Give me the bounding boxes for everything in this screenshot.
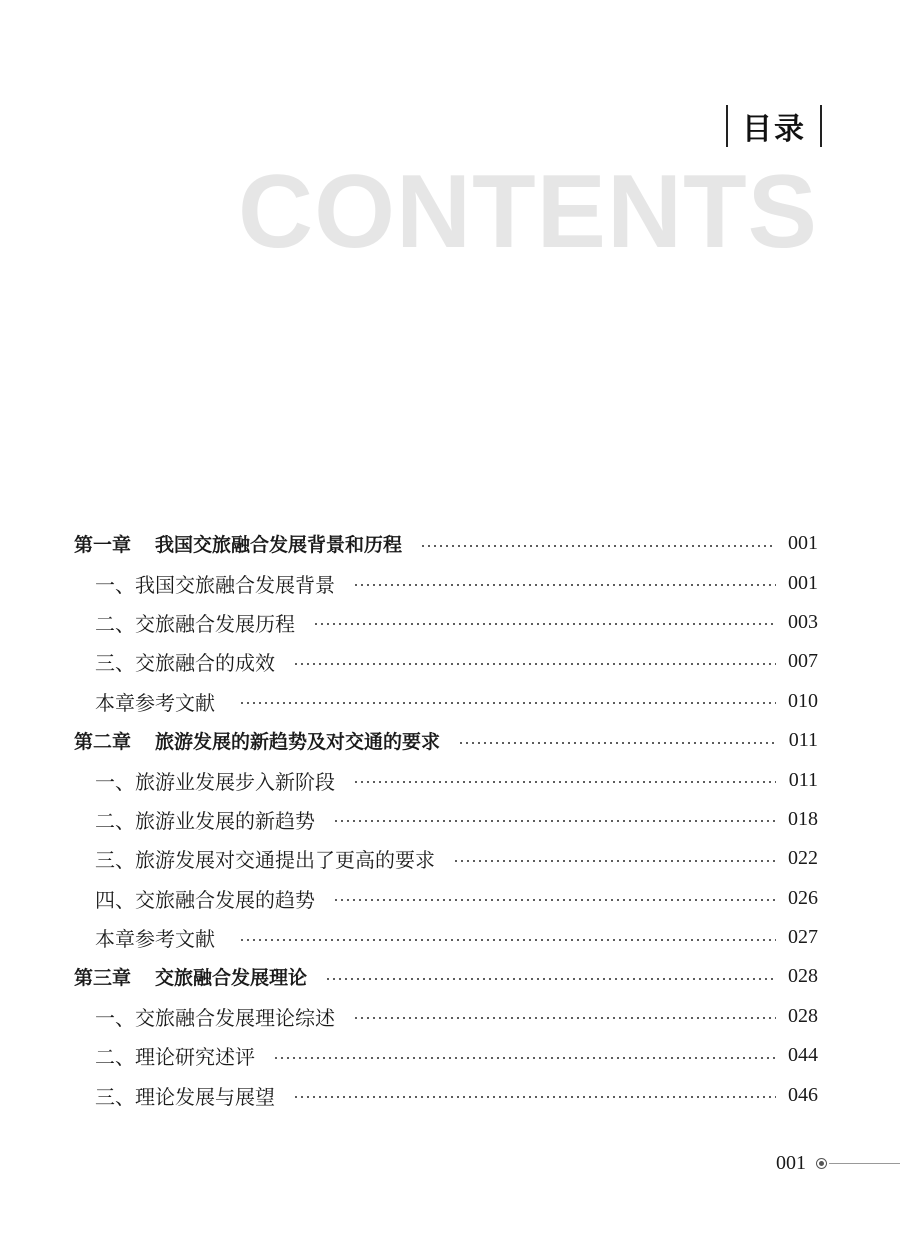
toc-section-row[interactable] [74, 918, 818, 957]
toc-chapter-row[interactable] [74, 721, 818, 760]
page-number: 028 [788, 1004, 818, 1027]
toc-section-row[interactable] [74, 879, 818, 918]
bullet-target-icon [816, 1158, 827, 1169]
page-number: 003 [788, 610, 818, 633]
toc-section-row[interactable] [74, 997, 818, 1036]
dot-leader [458, 742, 776, 744]
page-number: 010 [788, 689, 818, 712]
toc-section-row[interactable] [74, 1075, 818, 1114]
page-number: 011 [788, 768, 818, 791]
page-number: 011 [788, 729, 818, 752]
dot-leader [353, 1017, 776, 1019]
section-title: 三、旅游发展对交通提出了更高的要求 [95, 848, 435, 873]
footer-rule [829, 1163, 900, 1164]
dot-leader [353, 781, 776, 783]
toc-heading [726, 104, 822, 148]
dot-leader [293, 1096, 776, 1098]
dot-leader [239, 939, 776, 941]
contents-watermark: CONTENTS [238, 154, 818, 270]
toc-section-row[interactable] [74, 682, 818, 721]
toc-chapter-row[interactable] [74, 524, 818, 563]
page-number: 001 [788, 532, 818, 555]
dot-leader [333, 899, 776, 901]
chapter-number: 第三章 [74, 967, 132, 990]
footer-page-number: 001 [776, 1152, 806, 1174]
toc-section-row[interactable] [74, 800, 818, 839]
section-title: 二、旅游业发展的新趋势 [95, 808, 315, 833]
dot-leader [325, 978, 776, 980]
dot-leader [239, 702, 776, 704]
page-footer [776, 1152, 900, 1175]
section-title: 一、我国交旅融合发展背景 [95, 572, 335, 597]
page-number: 018 [788, 807, 818, 830]
chapter-number: 第一章 [74, 534, 132, 557]
page-number: 044 [788, 1044, 818, 1067]
page-number: 046 [788, 1083, 818, 1106]
dot-leader [273, 1057, 776, 1059]
dot-leader [353, 584, 776, 586]
toc-section-row[interactable] [74, 563, 818, 602]
toc-section-row[interactable] [74, 603, 818, 642]
section-title: 二、理论研究述评 [95, 1045, 255, 1070]
toc-section-row[interactable] [74, 642, 818, 681]
dot-leader [420, 545, 776, 547]
toc-section-row[interactable] [74, 760, 818, 799]
toc-chapter-row[interactable] [74, 957, 818, 996]
heading-right-bar [820, 105, 822, 147]
section-title: 二、交旅融合发展历程 [95, 611, 295, 636]
page-number: 007 [788, 650, 818, 673]
table-of-contents [74, 524, 818, 1115]
chapter-title: 交旅融合发展理论 [155, 967, 308, 990]
dot-leader [313, 623, 776, 625]
page-number: 001 [788, 571, 818, 594]
dot-leader [293, 663, 776, 665]
section-title: 一、旅游业发展步入新阶段 [95, 769, 335, 794]
chapter-title: 旅游发展的新趋势及对交通的要求 [155, 731, 441, 754]
page-title: 目录 [742, 112, 806, 147]
toc-section-row[interactable] [74, 1036, 818, 1075]
dot-leader [453, 860, 776, 862]
page-number: 028 [788, 965, 818, 988]
section-title: 三、理论发展与展望 [95, 1084, 275, 1109]
chapter-title: 我国交旅融合发展背景和历程 [155, 534, 403, 557]
section-title: 四、交旅融合发展的趋势 [95, 887, 315, 912]
page-number: 022 [788, 847, 818, 870]
section-title: 本章参考文献 [95, 690, 215, 715]
dot-leader [333, 820, 776, 822]
section-title: 本章参考文献 [95, 927, 215, 952]
chapter-number: 第二章 [74, 731, 132, 754]
page-number: 026 [788, 886, 818, 909]
section-title: 一、交旅融合发展理论综述 [95, 1005, 335, 1030]
toc-section-row[interactable] [74, 839, 818, 878]
page-number: 027 [788, 926, 818, 949]
section-title: 三、交旅融合的成效 [95, 651, 275, 676]
